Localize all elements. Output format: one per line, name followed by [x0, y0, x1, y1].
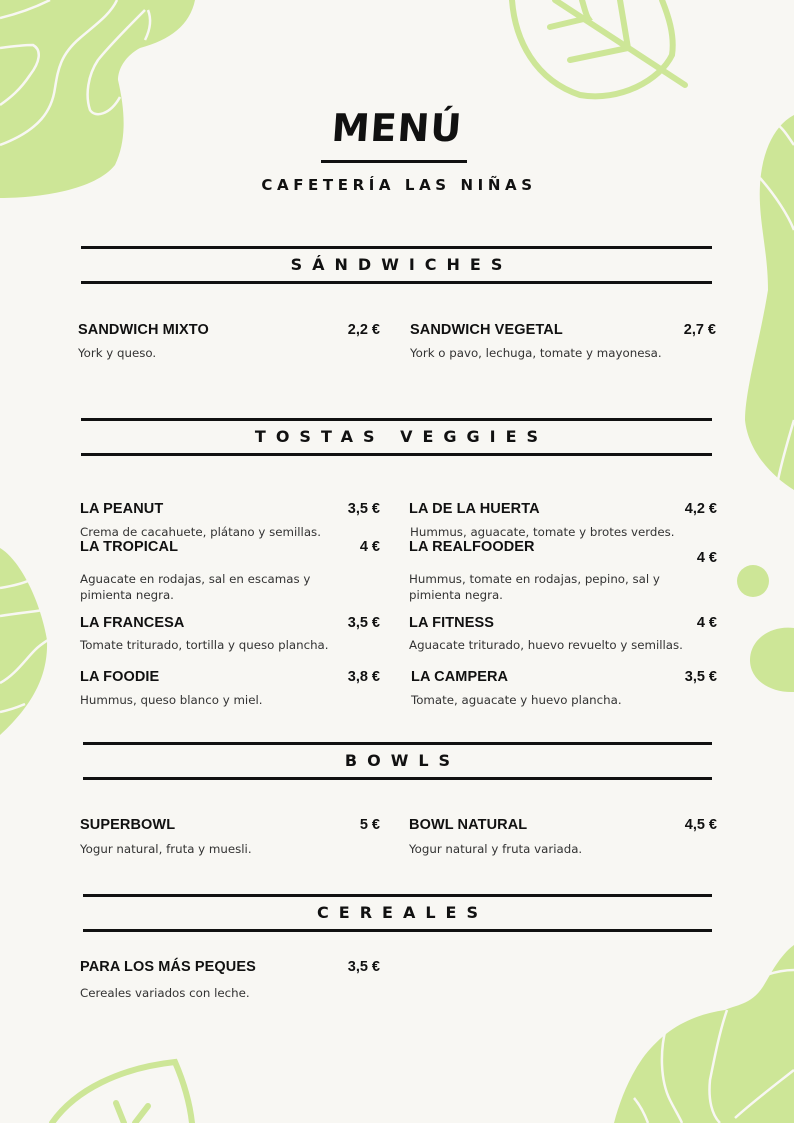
- item-description: Hummus, aguacate, tomate y brotes verdes.: [410, 525, 675, 539]
- section-heading-bowls: BOWLS: [83, 742, 712, 780]
- dot-small-icon: [737, 565, 769, 597]
- item-price: 4 €: [696, 550, 717, 566]
- item-description: Aguacate en rodajas, sal en escamas y pimienta negra.: [80, 572, 311, 602]
- item-description: Hummus, queso blanco y miel.: [80, 693, 263, 707]
- item-price: 3,5 €: [684, 669, 717, 685]
- item-name: PARA LOS MÁS PEQUES: [80, 959, 256, 975]
- item-description: Crema de cacahuete, plátano y semillas.: [80, 525, 321, 539]
- item-name: BOWL NATURAL: [409, 817, 528, 833]
- item-price: 4,5 €: [684, 817, 717, 833]
- cafe-name: CAFETERÍA LAS NIÑAS: [261, 176, 537, 194]
- item-name: SUPERBOWL: [80, 817, 176, 833]
- item-price: 3,5 €: [347, 501, 380, 517]
- item-price: 4 €: [359, 539, 380, 555]
- item-description: Tomate, aguacate y huevo plancha.: [411, 693, 622, 707]
- section-heading-cereales: CEREALES: [83, 894, 712, 932]
- leaf-bottom-right-icon: [614, 945, 794, 1123]
- title-underline: [321, 160, 467, 163]
- item-name: LA REALFOODER: [409, 539, 535, 555]
- item-name: LA PEANUT: [80, 501, 164, 517]
- item-description: Yogur natural y fruta variada.: [409, 842, 583, 856]
- item-price: 3,8 €: [347, 669, 380, 685]
- item-price: 5 €: [359, 817, 380, 833]
- dot-large-icon: [750, 628, 794, 692]
- item-description: Tomate triturado, tortilla y queso plancha.: [80, 638, 329, 652]
- leaf-right-icon: [745, 115, 794, 490]
- leaf-outline-top-icon: [512, 0, 685, 96]
- item-description: Cereales variados con leche.: [80, 986, 250, 1000]
- item-name: LA DE LA HUERTA: [409, 501, 540, 517]
- item-description: Hummus, tomate en rodajas, pepino, sal y pimienta negra.: [409, 572, 660, 602]
- item-name: LA CAMPERA: [411, 669, 509, 685]
- item-description: Aguacate triturado, huevo revuelto y semillas.: [409, 638, 683, 652]
- item-price: 2,7 €: [683, 322, 716, 338]
- item-name: LA FRANCESA: [80, 615, 185, 631]
- item-name: SANDWICH MIXTO: [78, 322, 209, 338]
- item-name: LA TROPICAL: [80, 539, 179, 555]
- section-heading-sandwiches: SÁNDWICHES: [81, 246, 712, 284]
- item-price: 3,5 €: [347, 959, 380, 975]
- item-price: 2,2 €: [347, 322, 380, 338]
- item-description: York o pavo, lechuga, tomate y mayonesa.: [410, 346, 662, 360]
- item-price: 3,5 €: [347, 615, 380, 631]
- leaf-top-left-icon: [0, 0, 195, 198]
- leaf-left-middle-icon: [0, 548, 48, 735]
- item-name: LA FITNESS: [409, 615, 495, 631]
- item-description: Yogur natural, fruta y muesli.: [80, 842, 252, 856]
- item-name: LA FOODIE: [80, 669, 160, 685]
- item-price: 4,2 €: [684, 501, 717, 517]
- menu-title: MENÚ: [330, 106, 464, 150]
- leaf-outline-bottom-icon: [52, 1062, 192, 1123]
- item-description: York y queso.: [78, 346, 157, 360]
- section-heading-tostas-veggies: TOSTAS VEGGIES: [81, 418, 712, 456]
- item-name: SANDWICH VEGETAL: [410, 322, 563, 338]
- item-price: 4 €: [696, 615, 717, 631]
